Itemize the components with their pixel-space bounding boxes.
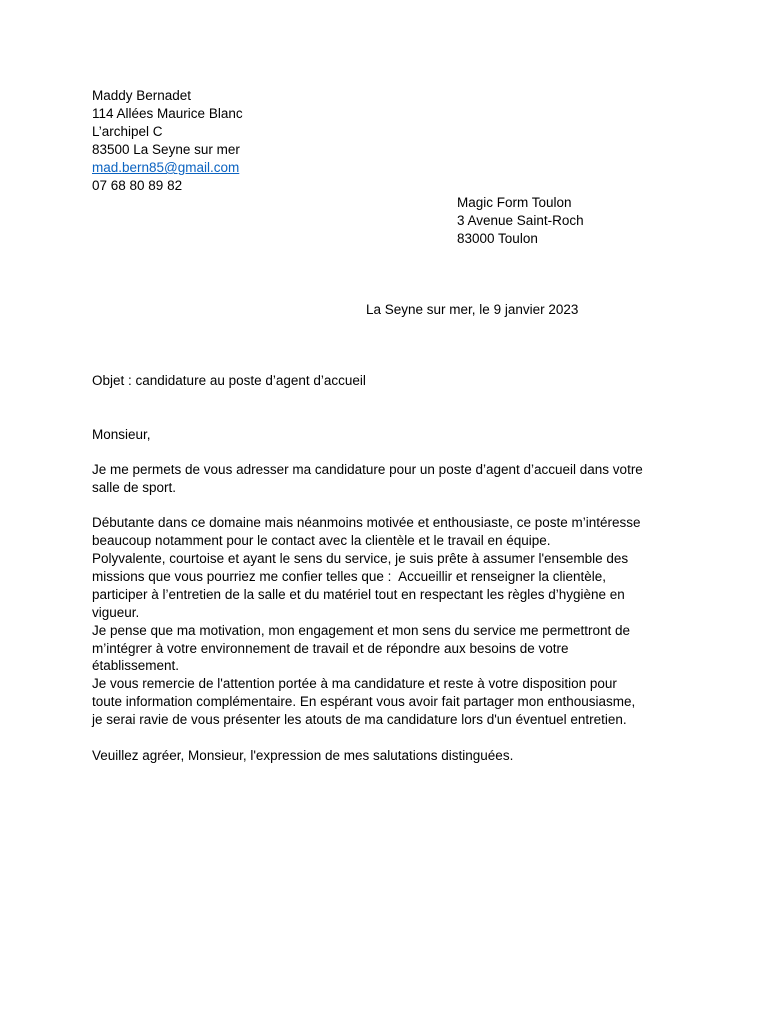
body-line: beaucoup notamment pour le contact avec la clientèle et le travail en équipe. bbox=[92, 533, 551, 548]
recipient-name: Magic Form Toulon bbox=[457, 195, 572, 210]
body-line: vigueur. bbox=[92, 605, 140, 620]
body-line: je serai ravie de vous présenter les atouts de ma candidature lors d'un éventuel entretien. bbox=[92, 712, 627, 727]
closing-line: Veuillez agréer, Monsieur, l'expression de mes salutations distinguées. bbox=[92, 748, 514, 763]
body-line: Débutante dans ce domaine mais néanmoins motivée et enthousiaste, ce poste m’intéresse bbox=[92, 515, 641, 530]
sender-city: 83500 La Seyne sur mer bbox=[92, 142, 240, 157]
date-line: La Seyne sur mer, le 9 janvier 2023 bbox=[366, 302, 579, 317]
body-line: participer à l’entretien de la salle et du matériel tout en respectant les règles d’hygiène en bbox=[92, 587, 625, 602]
body-line: Polyvalente, courtoise et ayant le sens du service, je suis prête à assumer l'ensemble des bbox=[92, 551, 629, 566]
sender-address-line1: 114 Allées Maurice Blanc bbox=[92, 106, 243, 121]
body-line: Je pense que ma motivation, mon engagement et mon sens du service me permettront de bbox=[92, 623, 631, 638]
body-line: toute information complémentaire. En espérant vous avoir fait partager mon enthousiasme, bbox=[92, 694, 636, 709]
sender-phone: 07 68 80 89 82 bbox=[92, 178, 183, 193]
salutation: Monsieur, bbox=[92, 427, 151, 442]
recipient-street: 3 Avenue Saint-Roch bbox=[457, 213, 584, 228]
sender-address-line2: L’archipel C bbox=[92, 124, 163, 139]
sender-name: Maddy Bernadet bbox=[92, 88, 192, 103]
body-line: établissement. bbox=[92, 658, 180, 673]
body-line: Je me permets de vous adresser ma candidature pour un poste d’agent d’accueil dans votre bbox=[92, 462, 643, 477]
body-line: missions que vous pourriez me confier telles que : Accueillir et renseigner la clientèle, bbox=[92, 569, 607, 584]
sender-email-link[interactable]: mad.bern85@gmail.com bbox=[92, 160, 240, 175]
recipient-city: 83000 Toulon bbox=[457, 231, 538, 246]
body-line: m’intégrer à votre environnement de travail et de répondre aux besoins de votre bbox=[92, 641, 569, 656]
body-line: salle de sport. bbox=[92, 480, 177, 495]
subject-line: Objet : candidature au poste d’agent d’accueil bbox=[92, 373, 366, 388]
body-line: Je vous remercie de l'attention portée à ma candidature et reste à votre disposition pour bbox=[92, 676, 617, 691]
